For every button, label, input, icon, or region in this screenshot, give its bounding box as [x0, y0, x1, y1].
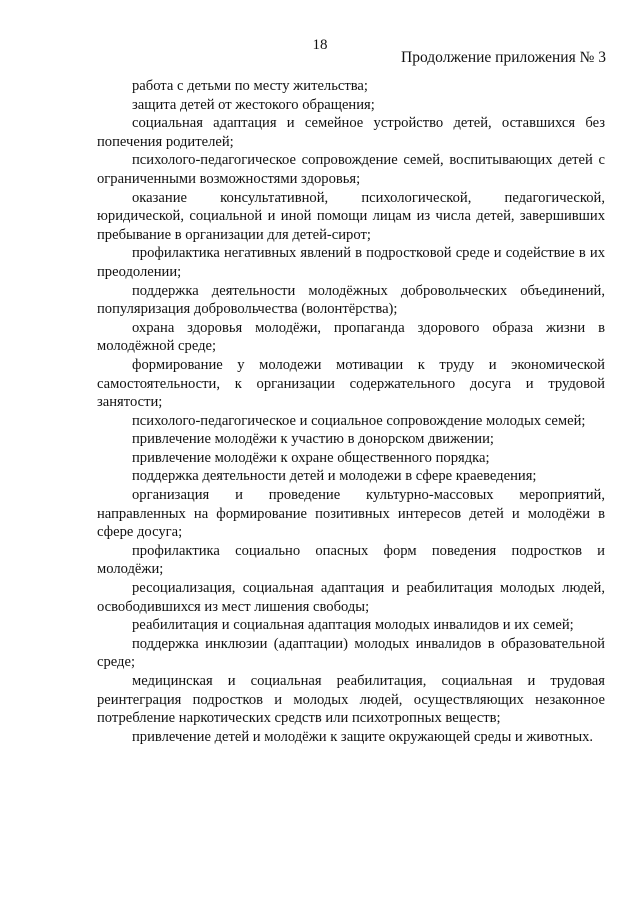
- list-item: поддержка деятельности молодёжных добровольческих объединений, популяризация добровольчества (волонтёрства);: [97, 282, 605, 318]
- list-item: профилактика социально опасных форм поведения подростков и молодёжи;: [97, 542, 605, 578]
- activity-list: [97, 77, 605, 746]
- appendix-continuation-label: Продолжение приложения № 3: [401, 49, 606, 66]
- list-item: психолого-педагогическое сопровождение семей, воспитывающих детей с ограниченными возможностями здоровья;: [97, 152, 605, 187]
- list-item: привлечение молодёжи к охране общественного порядка;: [132, 449, 490, 466]
- list-item: организация и проведение культурно-массовых мероприятий, направленных на формирование позитивных интересов детей и молодёжи в сфере досуга;: [97, 487, 605, 541]
- page-number: 18: [312, 37, 328, 53]
- list-item: профилактика негативных явлений в подростковой среде и содействие в их преодолении;: [97, 245, 605, 280]
- list-item: медицинская и социальная реабилитация, социальная и трудовая реинтеграция подростков и молодых людей, осуществляющих незаконное потребление наркотических средств или психотропных веществ;: [97, 673, 605, 727]
- list-item: привлечение детей и молодёжи к защите окружающей среды и животных.: [132, 728, 594, 745]
- list-item: реабилитация и социальная адаптация молодых инвалидов и их семей;: [132, 617, 574, 634]
- list-item: ресоциализация, социальная адаптация и реабилитация молодых людей, освободившихся из мест лишения свободы;: [97, 580, 605, 615]
- list-item: социальная адаптация и семейное устройство детей, оставшихся без попечения родителей;: [97, 115, 605, 150]
- list-item: работа с детьми по месту жительства;: [132, 78, 368, 94]
- list-item: психолого-педагогическое и социальное сопровождение молодых семей;: [132, 412, 586, 429]
- list-item: поддержка деятельности детей и молодежи в сфере краеведения;: [132, 468, 537, 485]
- list-item: привлечение молодёжи к участию в донорском движении;: [132, 431, 494, 448]
- list-item: охрана здоровья молодёжи, пропаганда здорового образа жизни в молодёжной среде;: [97, 319, 605, 355]
- list-item: формирование у молодежи мотивации к труду и экономической самостоятельности, к организации содержательного досуга и трудовой занятости;: [97, 356, 605, 411]
- list-item: защита детей от жестокого обращения;: [132, 96, 375, 113]
- list-item: оказание консультативной, психологической, педагогической, юридической, социальной и иной помощи лицам из числа детей, завершивших пребывание в организации для детей-сирот;: [97, 189, 605, 243]
- list-item: поддержка инклюзии (адаптации) молодых инвалидов в образовательной среде;: [97, 635, 605, 671]
